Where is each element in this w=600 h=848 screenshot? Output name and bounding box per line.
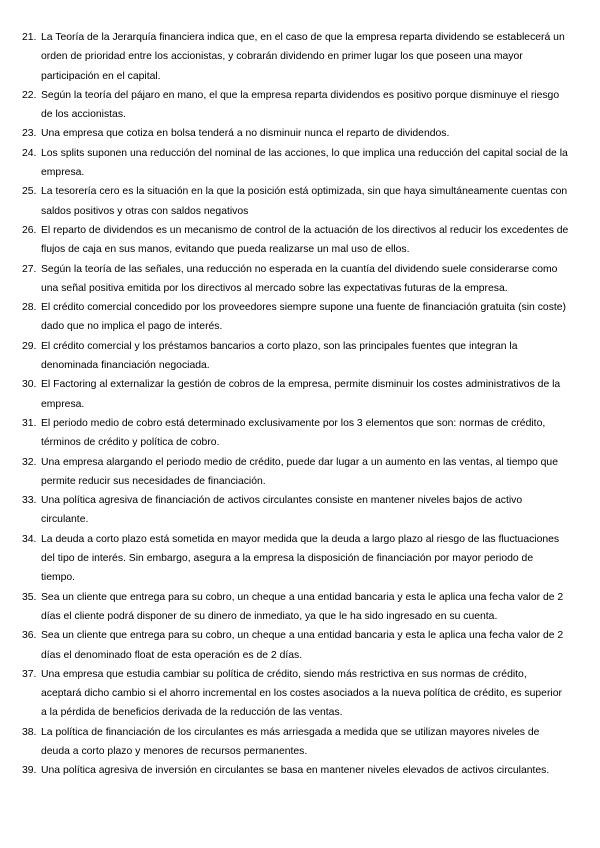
- list-item: [22, 491, 570, 530]
- item-text: La Teoría de la Jerarquía financiera indica que, en el caso de que la empresa reparta dividendo se establecerá un orden de prioridad entre los accionistas, y cobrarán dividendo en primer lugar los que poseen una mayor participación en el capital.: [41, 32, 565, 82]
- list-item: [22, 221, 570, 260]
- item-text: Una empresa que estudia cambiar su política de crédito, siendo más restrictiva en sus normas de crédito, aceptará dicho cambio si el ahorro incremental en los costes asociados a la nueva política de crédito, es superior a la pérdida de beneficios derivada de la reducción de las ventas.: [41, 668, 562, 719]
- list-item: [22, 530, 570, 588]
- item-text: La tesorería cero es la situación en la que la posición está optimizada, sin que haya simultáneamente cuentas con saldos positivos y otras con saldos negativos: [41, 186, 568, 217]
- item-text: Sea un cliente que entrega para su cobro, un cheque a una entidad bancaria y esta le aplica una fecha valor de 2 días el denominado float de esta operación es de 2 días.: [41, 630, 564, 661]
- item-text: El reparto de dividendos es un mecanismo de control de la actuación de los directivos al reducir los excedentes de flujos de caja en sus manos, evitando que pueda realizarse un mal uso de ellos.: [41, 224, 569, 256]
- list-item: [22, 375, 570, 414]
- item-text: Una empresa alargando el periodo medio de crédito, puede dar lugar a un aumento en las ventas, al tiempo que permite reducir sus necesidades de financiación.: [41, 456, 558, 487]
- list-item: [22, 453, 570, 492]
- item-number: 37.: [22, 668, 37, 680]
- list-item: [22, 588, 570, 627]
- item-text: Según la teoría de las señales, una reducción no esperada en la cuantía del dividendo suele considerarse como una señal positiva emitida por los directivos al mercado sobre las expectativas futuras de la empresa.: [41, 263, 558, 294]
- item-number: 23.: [22, 128, 37, 140]
- list-item: [22, 144, 570, 183]
- list-item: [22, 665, 570, 723]
- item-number: 21.: [22, 32, 37, 43]
- item-text: Sea un cliente que entrega para su cobro, un cheque a una entidad bancaria y esta le aplica una fecha valor de 2 días el cliente podrá disponer de su dinero de inmediato, ya que le ha sido ingresado en su cuenta.: [41, 591, 564, 622]
- item-text: Una política agresiva de financiación de activos circulantes consiste en mantener niveles bajos de activo circulante.: [41, 495, 523, 526]
- list-item: [22, 298, 570, 337]
- item-number: 39.: [22, 765, 37, 777]
- item-number: 36.: [22, 630, 37, 642]
- item-text: Según la teoría del pájaro en mano, el que la empresa reparta dividendos es positivo porque disminuye el riesgo de los accionistas.: [41, 89, 560, 121]
- item-number: 34.: [22, 533, 37, 545]
- list-item: [22, 86, 570, 125]
- item-text: La política de financiación de los circulantes es más arriesgada a medida que se utilizan mayores niveles de deuda a corto plazo y menores de recursos permanentes.: [41, 726, 540, 757]
- item-text: El Factoring al externalizar la gestión de cobros de la empresa, permite disminuir los costes administrativos de la empresa.: [41, 379, 561, 410]
- item-number: 24.: [22, 147, 37, 159]
- item-text: El periodo medio de cobro está determinado exclusivamente por los 3 elementos que son: normas de crédito, términos de crédito y política de cobro.: [41, 417, 546, 449]
- item-number: 26.: [22, 224, 37, 236]
- item-number: 30.: [22, 379, 37, 391]
- item-number: 38.: [22, 726, 37, 738]
- item-text: La deuda a corto plazo está sometida en mayor medida que la deuda a largo plazo al riesgo de las fluctuaciones del tipo de interés. Sin embargo, asegura a la empresa la disposición de financiación por mayor periodo de tiempo.: [41, 533, 560, 584]
- list-item: [22, 414, 570, 453]
- statement-list: [22, 28, 570, 781]
- list-item: [22, 626, 570, 665]
- item-number: 33.: [22, 495, 37, 507]
- item-number: 22.: [22, 89, 37, 101]
- item-number: 32.: [22, 456, 37, 468]
- list-item: [22, 761, 570, 780]
- item-number: 28.: [22, 302, 37, 314]
- item-text: Los splits suponen una reducción del nominal de las acciones, lo que implica una reducción del capital social de la empresa.: [41, 147, 568, 179]
- item-number: 31.: [22, 417, 37, 429]
- item-text: El crédito comercial y los préstamos bancarios a corto plazo, son las principales fuentes que integran la denominada financiación negociada.: [41, 340, 518, 372]
- list-item: [22, 28, 570, 86]
- list-item: [22, 124, 570, 143]
- item-text: Una empresa que cotiza en bolsa tenderá a no disminuir nunca el reparto de dividendos.: [41, 128, 450, 140]
- list-item: [22, 182, 570, 221]
- list-item: [22, 723, 570, 762]
- list-item: [22, 260, 570, 299]
- list-item: [22, 337, 570, 376]
- item-number: 25.: [22, 186, 37, 198]
- item-number: 35.: [22, 591, 37, 603]
- item-number: 27.: [22, 263, 37, 275]
- item-text: El crédito comercial concedido por los proveedores siempre supone una fuente de financiación gratuita (sin coste) dado que no implica el pago de interés.: [41, 302, 567, 333]
- item-text: Una política agresiva de inversión en circulantes se basa en mantener niveles elevados de activos circulantes.: [41, 765, 550, 777]
- item-number: 29.: [22, 340, 37, 352]
